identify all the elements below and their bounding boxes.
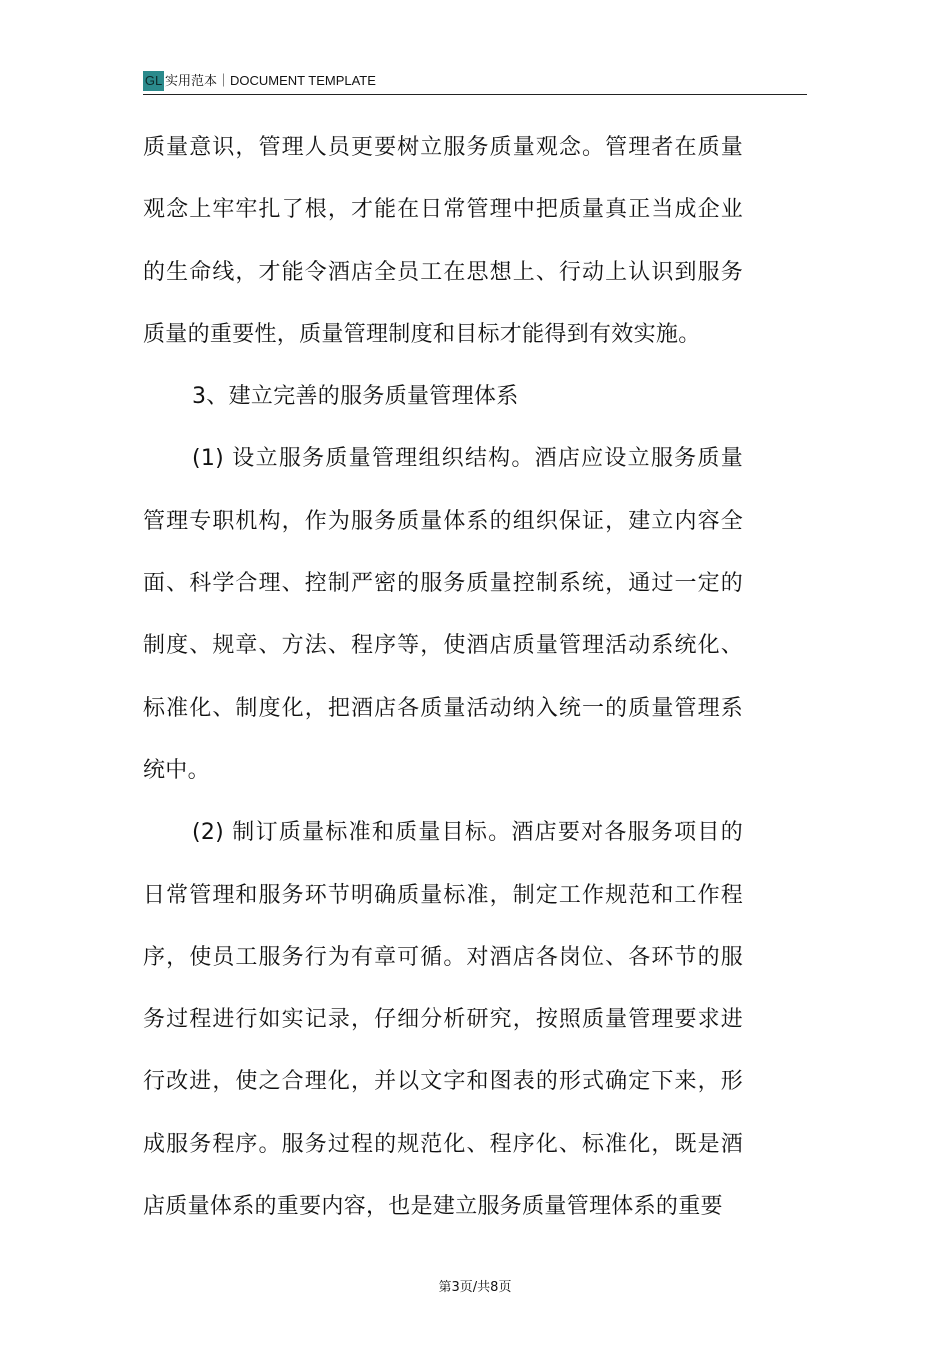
section-heading-3: 3、建立完善的服务质量管理体系 [192, 384, 519, 410]
header-title-cn: 实用范本 [165, 74, 218, 89]
document-header [143, 70, 807, 95]
paragraph-quality-awareness: 质量意识，管理人员更要树立服务质量观念。管理者在质量观念上牢牢扎了根，才能在日常管理中把质量真正当成企业的生命线，才能令酒店全员工在思想上、行动上认识到服务质量的重要性，质量管理制度和目标才能得到有效实施。 [143, 135, 743, 347]
gl-logo: GL [143, 71, 164, 91]
header-title [165, 71, 376, 92]
header-title-en: ｜DOCUMENT TEMPLATE [217, 73, 376, 88]
document-body [143, 117, 743, 1238]
page-number: 第3页/共8页 [438, 1280, 512, 1295]
paragraph-item-2: (2) 制订质量标准和质量目标。酒店要对各服务项目的日常管理和服务环节明确质量标准，制定工作规范和工作程序，使员工服务行为有章可循。对酒店各岗位、各环节的服务过程进行如实记录，仔细分析研究，按照质量管理要求进行改进，使之合理化，并以文字和图表的形式确定下来，形成服务程序。服务过程的规范化、程序化、标准化，既是酒店质量体系的重要内容，也是建立服务质量管理体系的重要 [143, 820, 743, 1220]
paragraph-item-1: (1) 设立服务质量管理组织结构。酒店应设立服务质量管理专职机构，作为服务质量体系的组织保证，建立内容全面、科学合理、控制严密的服务质量控制系统，通过一定的制度、规章、方法、程序等，使酒店质量管理活动系统化、标准化、制度化，把酒店各质量活动纳入统一的质量管理系统中。 [143, 446, 743, 783]
